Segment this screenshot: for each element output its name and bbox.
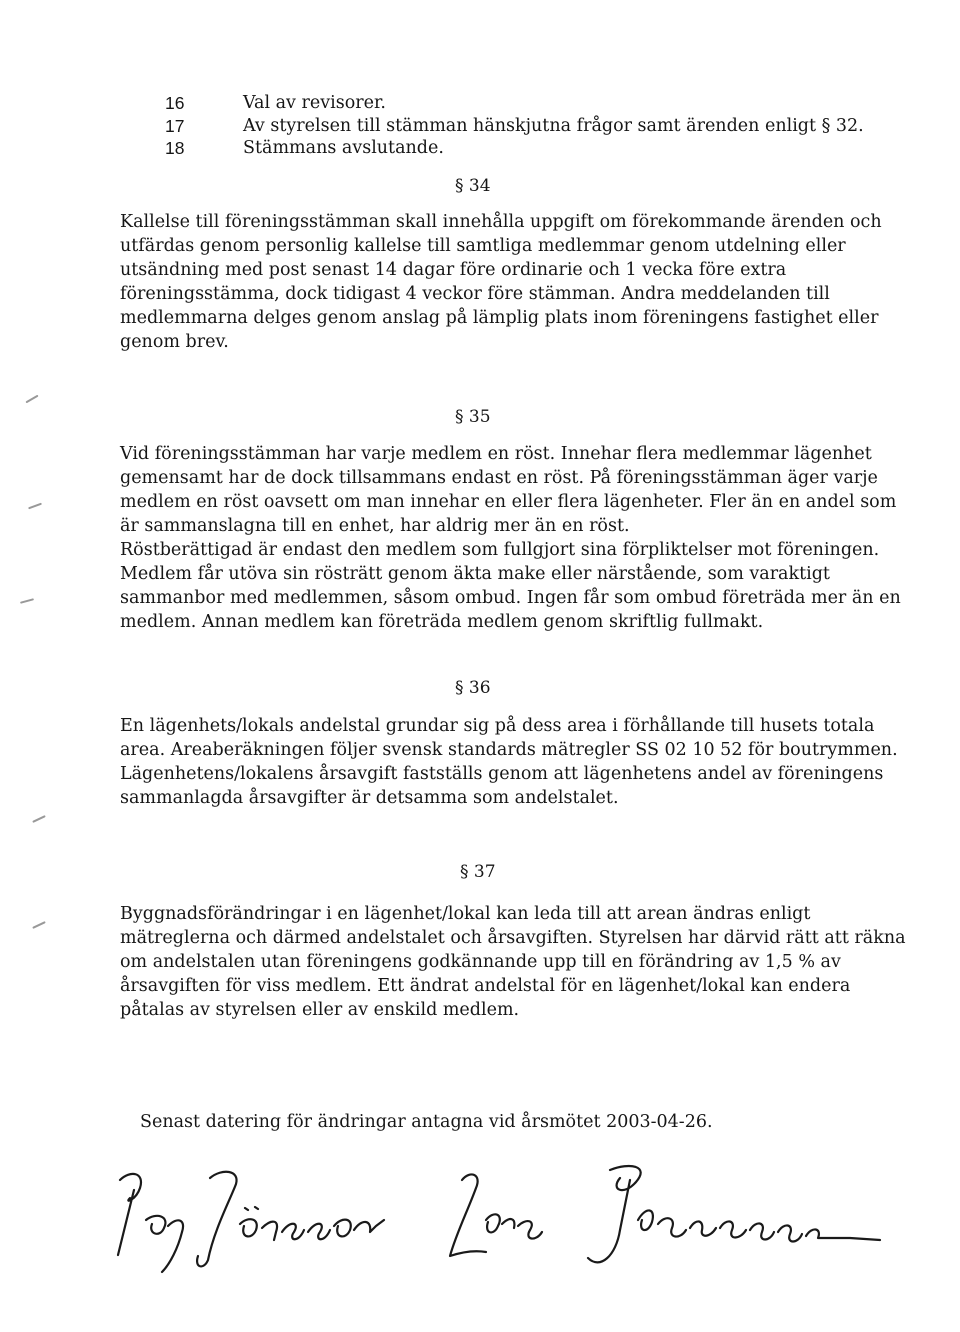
section-35-paragraph [120,442,901,634]
agenda-text: Stämmans avslutande. [243,138,444,158]
section-heading: § 37 [460,862,496,882]
text-line: gemensamt har de dock tillsammans endast en röst. På föreningsstämman äger varje [120,468,878,488]
signature-right-drawing [450,1166,880,1262]
amendment-date-note: Senast datering för ändringar antagna vid årsmötet 2003-04-26. [140,1112,713,1132]
text-line: årsavgiften för viss medlem. Ett ändrat andelstal för en lägenhet/lokal kan endera [120,976,851,996]
agenda-item [165,115,864,138]
text-line: Vid föreningsstämman har varje medlem en röst. Innehar flera medlemmar lägenhet [120,444,872,464]
agenda-number: 18 [165,138,185,158]
agenda-item [165,137,864,160]
text-line: genom brev. [120,332,229,352]
scan-speck [28,503,42,510]
section-34-paragraph [120,210,885,354]
text-line: Lägenhetens/lokalens årsavgift fastställs genom att lägenhetens andel av föreningens [120,764,884,784]
text-line: sammanbor med medlemmen, såsom ombud. Ingen får som ombud företräda mer än en [120,588,901,608]
text-line: Kallelse till föreningsstämman skall innehålla uppgift om förekommande ärenden och [120,212,882,232]
text-line: Medlem får utöva sin rösträtt genom äkta make eller närstående, som varaktigt [120,564,830,584]
text-line: medlem. Annan medlem kan företräda medlem genom skriftlig fullmakt. [120,612,764,632]
text-line: om andelstalen utan föreningens godkännande upp till en förändring av 1,5 % av [120,952,841,972]
text-line: Röstberättigad är endast den medlem som fullgjort sina förpliktelser mot föreningen. [120,540,880,560]
scan-speck [32,921,46,929]
signature-left-drawing [118,1172,384,1272]
text-line: En lägenhets/lokals andelstal grundar sig på dess area i förhållande till husets totala [120,716,875,736]
text-line: mätreglerna och därmed andelstalet och årsavgiften. Styrelsen har därvid rätt att räkna [120,928,906,948]
scan-speck [20,598,34,604]
text-line: medlemmarna delges genom anslag på lämplig plats inom föreningens fastighet eller [120,308,879,328]
text-line: Byggnadsförändringar i en lägenhet/lokal kan leda till att arean ändras enligt [120,904,811,924]
text-line: påtalas av styrelsen eller av enskild medlem. [120,1000,520,1020]
text-line: sammanlagda årsavgifter är detsamma som andelstalet. [120,788,619,808]
agenda-number: 17 [165,115,185,136]
text-line: area. Areaberäkningen följer svensk standards mätregler SS 02 10 52 för boutrymmen. [120,740,898,760]
agenda-text: Av styrelsen till stämman hänskjutna frågor samt ärenden enligt § 32. [243,115,864,136]
text-line: föreningsstämma, dock tidigast 4 veckor före stämman. Andra meddelanden till [120,284,830,304]
text-line: är sammanslagna till en enhet, har aldrig mer än en röst. [120,516,630,536]
agenda-list [165,92,864,160]
section-37-paragraph [120,902,906,1022]
section-heading: § 36 [455,678,491,698]
scan-speck [25,395,38,404]
agenda-number: 16 [165,93,185,113]
text-line: utsändning med post senast 14 dagar före ordinarie och 1 vecka före extra [120,260,787,280]
section-heading: § 34 [455,176,491,196]
agenda-text: Val av revisorer. [243,93,386,113]
agenda-item [165,92,864,115]
text-line: utfärdas genom personlig kallelse till samtliga medlemmar genom utdelning eller [120,236,846,256]
section-36-paragraph [120,714,898,810]
signatures [90,1160,950,1280]
scan-speck [32,815,46,823]
text-line: medlem en röst oavsett om man innehar en eller flera lägenheter. Fler än en andel som [120,492,897,512]
section-heading: § 35 [455,407,491,427]
